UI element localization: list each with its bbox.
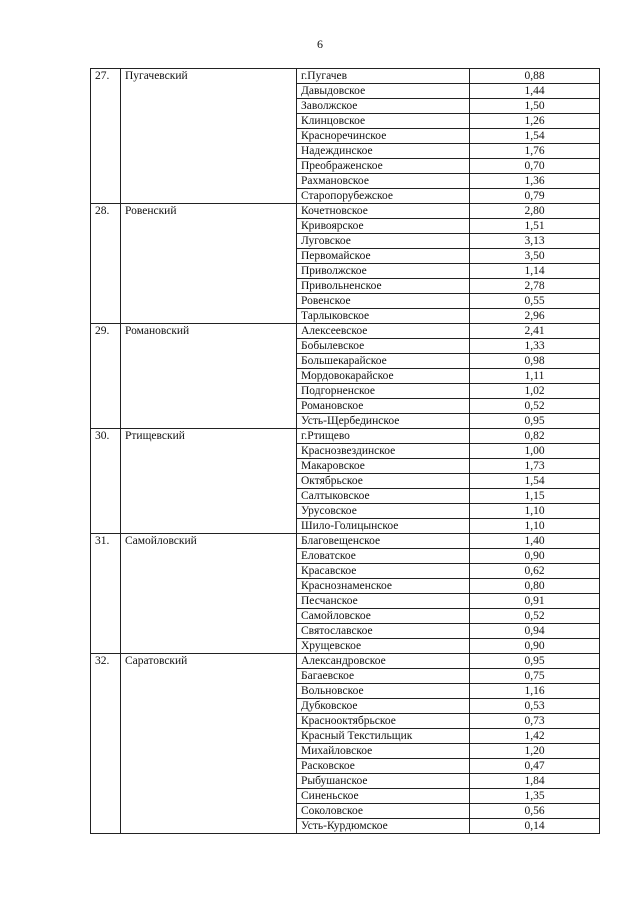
settlement-name: Хрущевское [297,639,470,654]
coefficient-value: 1,20 [470,744,600,759]
coefficient-value: 1,73 [470,459,600,474]
settlement-name: Краснозвездинское [297,444,470,459]
coefficient-value: 1,36 [470,174,600,189]
settlement-name: Салтыковское [297,489,470,504]
coefficient-value: 2,96 [470,309,600,324]
district-number: 27. [91,69,121,204]
coefficient-value: 0,90 [470,549,600,564]
settlement-name: г.Пугачев [297,69,470,84]
settlement-name: Надеждинское [297,144,470,159]
district-name: Ртищевский [121,429,297,534]
coefficient-value: 1,42 [470,729,600,744]
coefficient-value: 1,44 [470,84,600,99]
coefficient-value: 0,47 [470,759,600,774]
settlement-name: Самойловское [297,609,470,624]
settlement-name: г.Ртищево [297,429,470,444]
page-number: 6 [317,37,323,51]
settlement-name: Большекарайское [297,354,470,369]
settlement-name: Соколовское [297,804,470,819]
settlement-name: Луговское [297,234,470,249]
table-row [91,534,600,549]
coefficient-value: 1,00 [470,444,600,459]
coefficient-value: 1,11 [470,369,600,384]
settlement-name: Подгорненское [297,384,470,399]
settlement-name: Усть-Курдюмское [297,819,470,834]
coefficient-value: 0,55 [470,294,600,309]
settlement-name: Рахмановское [297,174,470,189]
settlement-name: Краснооктябрьское [297,714,470,729]
coefficient-value: 1,15 [470,489,600,504]
settlement-name: Бобылевское [297,339,470,354]
coefficient-value: 0,52 [470,399,600,414]
coefficient-value: 0,98 [470,354,600,369]
settlement-name: Первомайское [297,249,470,264]
settlement-name: Краснознаменское [297,579,470,594]
settlement-name: Макаровское [297,459,470,474]
coefficient-value: 1,51 [470,219,600,234]
district-number: 32. [91,654,121,834]
coefficient-value: 1,14 [470,264,600,279]
coefficient-value: 1,76 [470,144,600,159]
coefficient-value: 0,56 [470,804,600,819]
settlement-name: Алексеевское [297,324,470,339]
district-number: 31. [91,534,121,654]
coefficient-value: 1,10 [470,519,600,534]
district-name: Саратовский [121,654,297,834]
coefficient-value: 1,84 [470,774,600,789]
settlement-name: Красавское [297,564,470,579]
coefficient-value: 0,95 [470,654,600,669]
settlement-name: Рыбушанское [297,774,470,789]
coefficient-value: 2,78 [470,279,600,294]
district-name: Пугачевский [121,69,297,204]
settlement-name: Еловатское [297,549,470,564]
settlement-name: Урусовское [297,504,470,519]
settlement-name: Красноречинское [297,129,470,144]
district-number: 28. [91,204,121,324]
coefficient-value: 0,70 [470,159,600,174]
district-number: 29. [91,324,121,429]
coefficient-value: 1,26 [470,114,600,129]
coefficient-value: 1,54 [470,129,600,144]
coefficient-value: 0,88 [470,69,600,84]
settlement-name: Святославское [297,624,470,639]
settlement-name: Михайловское [297,744,470,759]
settlement-name: Преображенское [297,159,470,174]
settlement-name: Тарлыковское [297,309,470,324]
settlement-name: Красный Текстильщик [297,729,470,744]
settlement-name: Усть-Щербединское [297,414,470,429]
settlement-name: Романовское [297,399,470,414]
settlement-name: Старопорубежское [297,189,470,204]
table-row [91,324,600,339]
coefficient-value: 0,53 [470,699,600,714]
coefficient-value: 0,94 [470,624,600,639]
table-row [91,654,600,669]
coefficient-value: 1,50 [470,99,600,114]
coefficient-value: 0,52 [470,609,600,624]
coefficient-value: 1,33 [470,339,600,354]
settlement-name: Багаевское [297,669,470,684]
table-row [91,69,600,84]
table-row [91,429,600,444]
coefficient-value: 0,80 [470,579,600,594]
coefficient-value: 0,62 [470,564,600,579]
coefficient-value: 0,14 [470,819,600,834]
coefficient-value: 0,90 [470,639,600,654]
settlement-name: Приволжское [297,264,470,279]
district-coefficient-table [90,68,600,834]
district-name: Ровенский [121,204,297,324]
coefficient-value: 0,82 [470,429,600,444]
settlement-name: Кочетновское [297,204,470,219]
coefficient-value: 1,16 [470,684,600,699]
settlement-name: Кривоярское [297,219,470,234]
settlement-name: Ровенское [297,294,470,309]
district-name: Самойловский [121,534,297,654]
coefficient-value: 0,75 [470,669,600,684]
coefficient-value: 1,02 [470,384,600,399]
coefficient-value: 0,73 [470,714,600,729]
coefficient-value: 1,54 [470,474,600,489]
coefficient-value: 0,95 [470,414,600,429]
settlement-name: Шило-Голицынское [297,519,470,534]
coefficient-value: 1,10 [470,504,600,519]
coefficient-value: 1,40 [470,534,600,549]
settlement-name: Дубковское [297,699,470,714]
coefficient-value: 3,50 [470,249,600,264]
coefficient-value: 0,79 [470,189,600,204]
coefficient-value: 0,91 [470,594,600,609]
table-row [91,204,600,219]
coefficient-value: 2,80 [470,204,600,219]
settlement-name: Заволжское [297,99,470,114]
settlement-name: Расковское [297,759,470,774]
settlement-name: Благовещенское [297,534,470,549]
settlement-name: Клинцовское [297,114,470,129]
settlement-name: Песчанское [297,594,470,609]
settlement-name: Октябрьское [297,474,470,489]
settlement-name: Синеньское [297,789,470,804]
settlement-name: Мордовокарайское [297,369,470,384]
settlement-name: Александровское [297,654,470,669]
coefficient-value: 1,35 [470,789,600,804]
settlement-name: Привольненское [297,279,470,294]
coefficient-value: 2,41 [470,324,600,339]
district-number: 30. [91,429,121,534]
district-name: Романовский [121,324,297,429]
settlement-name: Вольновское [297,684,470,699]
coefficient-value: 3,13 [470,234,600,249]
settlement-name: Давыдовское [297,84,470,99]
